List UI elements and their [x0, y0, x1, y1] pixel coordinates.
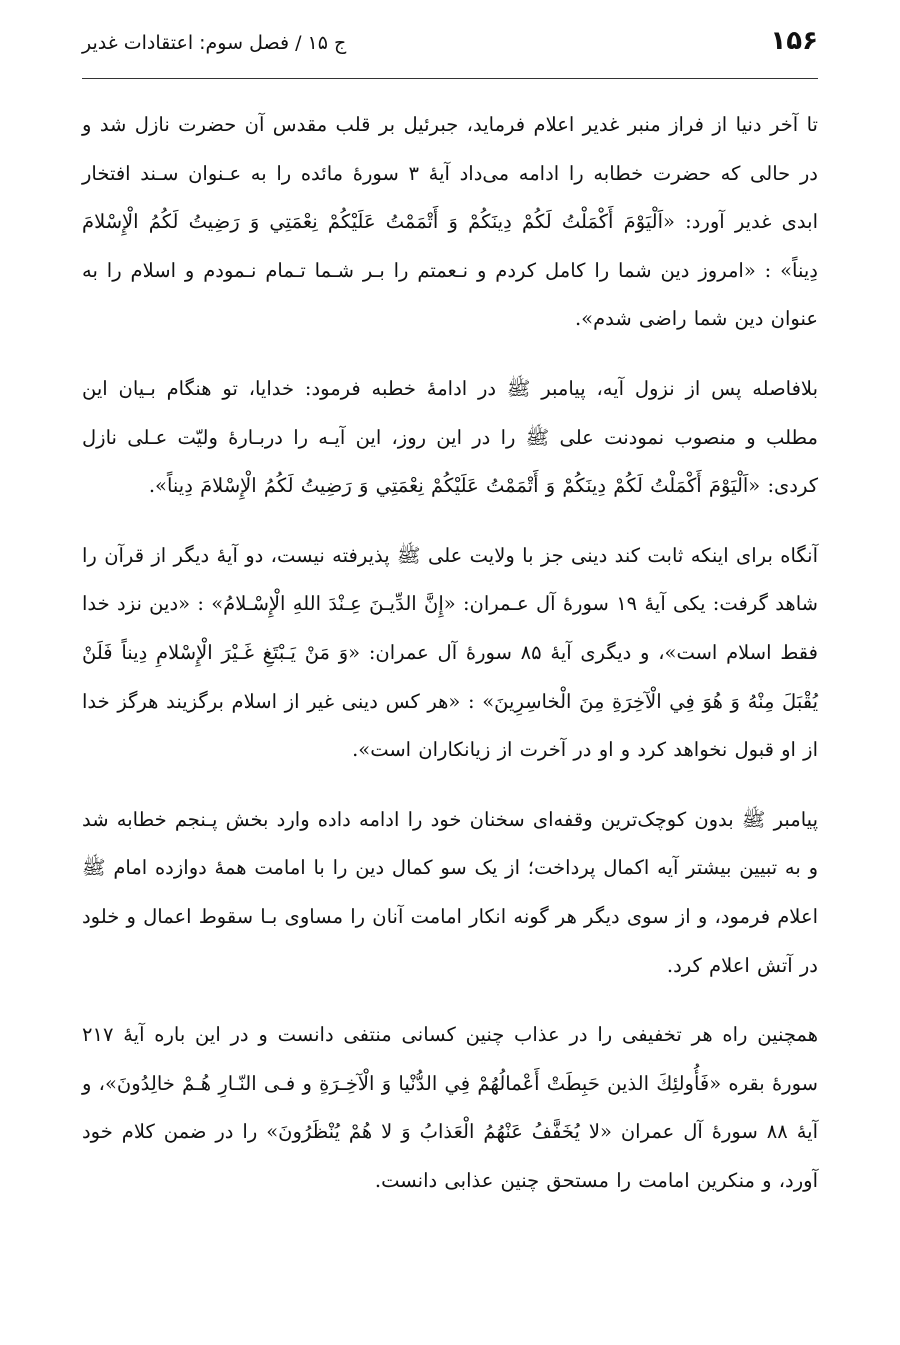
running-head: ج ۱۵ / فصل سوم: اعتقادات غدیر [82, 32, 347, 54]
page-header [82, 26, 818, 74]
book-page [82, 26, 818, 1226]
header-rule [82, 78, 818, 79]
paragraph-1: تا آخر دنیا از فراز منبر غدیر اعلام فرماید، جبرئیل بر قلب مقدس آن حضرت نازل شد و در حالی که حضرت خطابه را ادامه می‌داد آیهٔ ۳ سورهٔ مائده را به عـنوان سـند افتخار ابدی غدیر آورد: «اَلْيَوْمَ أَكْمَلْتُ لَكُمْ دِينَكُمْ وَ أَتْمَمْتُ عَلَيْكُمْ نِعْمَتِي وَ رَضِيتُ لَكُمُ الْإِسْلامَ دِيناً» : «امروز دین شما را کامل کردم و نـعمتم را بـر شـما تـمام نـمودم و اسلام را به عنوان دین شما راضی شدم». [82, 113, 818, 331]
page-number: ۱۵۶ [770, 26, 818, 56]
paragraph-3: آنگاه برای اینکه ثابت کند دینی جز با ولایت علی ﷺ پذیرفته نیست، دو آیهٔ دیگر از قرآن را شاهد گرفت: یکی آیهٔ ۱۹ سورهٔ آل عـمران: «إِنَّ الدِّيـنَ عِـنْدَ اللهِ الْإِسْـلامُ» : «دین نزد خدا فقط اسلام است»، و دیگری آیهٔ ۸۵ سورهٔ آل عمران: «وَ مَنْ يَـبْتَغِ غَـيْرَ الْإِسْلامِ دِيناً فَلَنْ يُقْبَلَ مِنْهُ وَ هُوَ فِي الْآخِرَةِ مِنَ الْخاسِرِينَ» : «هر کس دینی غیر از اسلام برگزیند هرگز خدا از او قبول نخواهد کرد و او در آخرت از زیانکاران است». [82, 543, 818, 762]
body-text [82, 101, 818, 1205]
paragraph-2: بلافاصله پس از نزول آیه، پیامبر ﷺ در ادامهٔ خطبه فرمود: خدایا، تو هنگام بـیان این مطلب و منصوب نمودنت علی ﷺ را در این روز، این آیـه را دربـارهٔ ولیّت عـلی نازل کردی: «اَلْيَوْمَ أَكْمَلْتُ لَكُمْ دِينَكُمْ وَ أَتْمَمْتُ عَلَيْكُمْ نِعْمَتِي وَ رَضِيتُ لَكُمُ الْإِسْلامَ دِيناً». [82, 376, 818, 498]
paragraph-5: همچنین راه هر تخفیفی را در عذاب چنین کسانی منتفی دانست و در این باره آیهٔ ۲۱۷ سورهٔ بقره «فَأُولئِكَ الذين حَبِطَتْ أَعْمالُهُمْ فِي الدُّنْيا وَ الْآخِـرَةِ و فـی النّـارِ هُـمْ خالِدُونَ»، و آیهٔ ۸۸ سورهٔ آل عمران «لا يُخَفَّفُ عَنْهُمُ الْعَذابُ وَ لا هُمْ يُنْظَرُونَ» را در ضمن کلام خود آورد، و منکرین امامت را مستحق چنین عذابی دانست. [82, 1023, 818, 1192]
paragraph-4: پیامبر ﷺ بدون کوچک‌ترین وقفه‌ای سخنان خود را ادامه داده وارد بخش پـنجم خطابه شد و به تبیین بیشتر آیه اکمال پرداخت؛ از یک سو کمال دین را با امامت همهٔ دوازده امام ﷺ اعلام فرمود، و از سوی دیگر هر گونه انکار امامت آنان را مساوی بـا سقوط اعمال و خلود در آتش اعلام کرد. [82, 807, 818, 977]
